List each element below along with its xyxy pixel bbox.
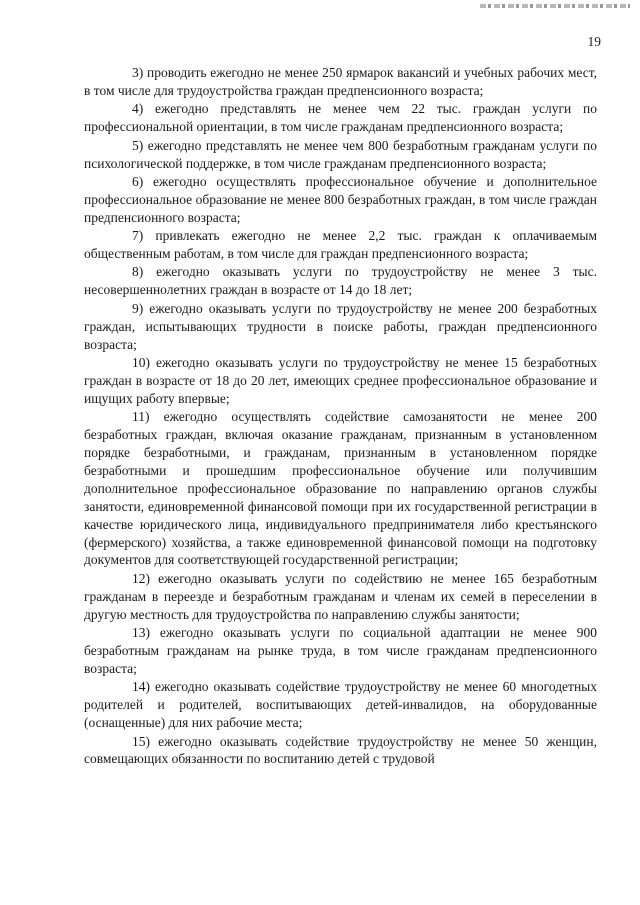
list-item: 9) ежегодно оказывать услуги по трудоустройству не менее 200 безработных граждан, испытывающих трудности в поиске работы, граждан предпенсионного возраста; bbox=[84, 300, 597, 352]
list-item: 3) проводить ежегодно не менее 250 ярмарок вакансий и учебных рабочих мест, в том числе для трудоустройства граждан предпенсионного возраста; bbox=[84, 65, 597, 98]
list-item: 7) привлекать ежегодно не менее 2,2 тыс. граждан к оплачиваемым общественным работам, в том числе для граждан предпенсионного возраста; bbox=[84, 228, 597, 262]
list-item: 5) ежегодно представлять не менее чем 800 безработным гражданам услуги по психологической поддержке, в том числе гражданам предпенсионного возраста; bbox=[84, 137, 597, 171]
list-item: 6) ежегодно осуществлять профессиональное обучение и дополнительное профессиональное образование не менее 800 безработных граждан, в том числе граждан предпенсионного возраста; bbox=[84, 173, 597, 225]
document-body bbox=[84, 64, 597, 769]
list-item: 11) ежегодно осуществлять содействие самозанятости не менее 200 безработных граждан, включая оказание гражданам, признанным в установленном порядке безработными, и гражданам, признанным в установленном порядке безработными и прошедшим профессиональное обучение или получившим дополнительное профессиональное образование по направлению органов службы занятости, единовременной финансовой помощи при их государственной регистрации в качестве юридического лица, индивидуального предпринимателя либо крестьянского (фермерского) хозяйства, а также единовременной финансовой помощи на подготовку документов для соответствующей государственной регистрации; bbox=[84, 409, 597, 568]
list-item: 13) ежегодно оказывать услуги по социальной адаптации не менее 900 безработным гражданам на рынке труда, в том числе гражданам предпенсионного возраста; bbox=[84, 625, 597, 676]
scan-artifact bbox=[480, 4, 630, 8]
list-item: 8) ежегодно оказывать услуги по трудоустройству не менее 3 тыс. несовершеннолетних граждан в возрасте от 14 до 18 лет; bbox=[84, 264, 597, 298]
page-number: 19 bbox=[587, 34, 601, 49]
list-item: 4) ежегодно представлять не менее чем 22 тыс. граждан услуги по профессиональной ориентации, в том числе гражданам предпенсионного возраста; bbox=[84, 101, 597, 135]
list-item: 14) ежегодно оказывать содействие трудоустройству не менее 60 многодетных родителей и родителей, воспитывающих детей-инвалидов, на оборудованные (оснащенные) для них рабочие места; bbox=[84, 679, 597, 731]
list-item: 10) ежегодно оказывать услуги по трудоустройству не менее 15 безработных граждан в возрасте от 18 до 20 лет, имеющих среднее профессиональное образование и ищущих работу впервые; bbox=[84, 355, 597, 406]
list-item: 12) ежегодно оказывать услуги по содействию не менее 165 безработным гражданам в переезде и безработным гражданам и членам их семей в переселении в другую местность для трудоустройства по направлению службы занятости; bbox=[84, 570, 597, 622]
list-item: 15) ежегодно оказывать содействие трудоустройству не менее 50 женщин, совмещающих обязанности по воспитанию детей с трудовой bbox=[84, 733, 597, 767]
